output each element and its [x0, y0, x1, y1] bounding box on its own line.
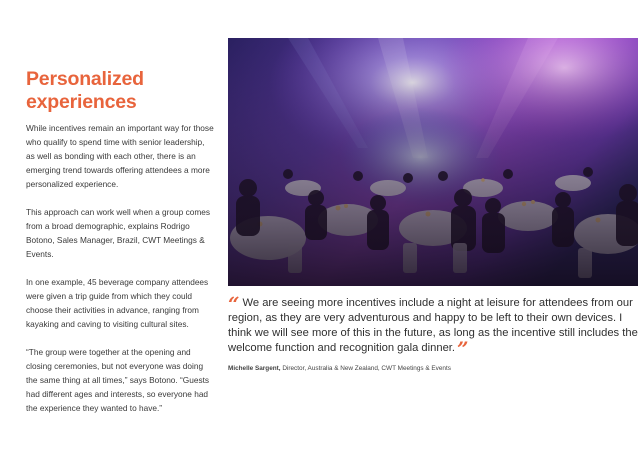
- text-line: the experience they wanted to have.”: [26, 403, 163, 413]
- text-line: the same thing at all times,” says Botono. “Guests: [26, 375, 210, 385]
- open-quote-icon: “: [228, 292, 240, 316]
- paragraph-intro: [26, 121, 214, 191]
- paragraph-approach: [26, 205, 214, 261]
- attribution-name: Michelle Sargent,: [228, 365, 281, 372]
- close-quote-icon: ”: [457, 337, 469, 361]
- quote-attribution: [228, 365, 628, 372]
- quote-line: think we will see more of this in the future, as long as the incentive still includes the: [228, 327, 638, 339]
- text-line: This approach can work well when a group comes: [26, 207, 211, 217]
- quote-line: [228, 337, 628, 361]
- paragraph-example: [26, 275, 214, 331]
- text-line: While incentives remain an important way for those: [26, 123, 214, 133]
- text-line: In one example, 45 beverage company attendees: [26, 277, 209, 287]
- text-line: who qualify to spend time with senior leadership,: [26, 137, 205, 147]
- quote-line-text: welcome function and recognition gala dinner.: [228, 342, 456, 354]
- text-line: were given a trip guide from which they could: [26, 291, 193, 301]
- text-line: Botono, Sales Manager, Brazil, CWT Meetings &: [26, 235, 205, 245]
- article-column: [26, 68, 214, 415]
- attribution-role: Director, Australia & New Zealand, CWT Meetings & Events: [280, 365, 451, 372]
- text-line: “The group were together at the opening and: [26, 347, 191, 357]
- text-line: emerging trend towards offering attendees a more: [26, 165, 210, 175]
- text-line: had different ages and interests, so everyone had: [26, 389, 209, 399]
- heading-line-2: experiences: [26, 91, 137, 113]
- quote-text: [228, 292, 638, 361]
- pull-quote: [228, 292, 638, 372]
- text-line: kayaking and caving to visiting cultural sites.: [26, 319, 189, 329]
- quote-line: region, as they are very adventurous and happy to be left to their own devices. I: [228, 312, 623, 324]
- text-line: Events.: [26, 249, 54, 259]
- text-line: closing ceremonies, but not everyone was doing: [26, 361, 204, 371]
- quote-line-text: We are seeing more incentives include a night at leisure for attendees from our: [242, 297, 633, 309]
- quote-line: [228, 292, 633, 316]
- paragraph-botono-quote: [26, 345, 214, 415]
- text-line: from a broad demographic, explains Rodrigo: [26, 221, 190, 231]
- text-line: choose their activities in advance, ranging from: [26, 305, 199, 315]
- text-line: as well as bonding with each other, there is an: [26, 151, 196, 161]
- text-line: personalized experience.: [26, 179, 119, 189]
- section-heading: [26, 68, 214, 114]
- gala-dinner-photo: [228, 38, 638, 286]
- heading-line-1: Personalized: [26, 68, 144, 90]
